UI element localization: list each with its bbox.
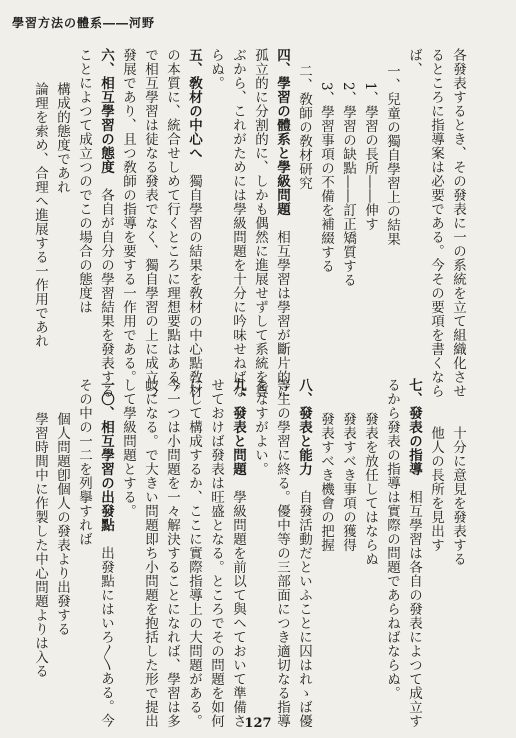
text-line: ば、: [406, 48, 422, 76]
text-line: その中の一二を列擧すれば: [76, 378, 92, 546]
text-line: 發展であり、且つ敎師の指導を要する一作用である。: [120, 48, 136, 384]
text-line: して學級問題とする。: [120, 378, 136, 518]
text-line: 2、學習の缺點――訂正矯質する: [340, 82, 356, 288]
section-heading: 七、發表の指導: [406, 378, 422, 476]
text-line: 他人の長所を見出す: [428, 426, 444, 552]
text-line: ことによつて成立つのでこの場合の態度は: [76, 48, 92, 314]
text-line: 二、敎師の敎材研究: [296, 64, 312, 190]
text-line: 發表すべき機會の把握: [318, 412, 334, 552]
text-line: 四、學習の體系と學級問題 相互學習は學習が斷片的に: [274, 48, 290, 398]
text-line: るから發表の指導は實際の問題であらねばならぬ。: [384, 378, 400, 700]
text-line: るところに指導案は必要である。今その要項を書くなら: [428, 48, 444, 398]
section-heading: 六、相互學習の態度: [98, 48, 114, 174]
text-line: 發表を放任してはならぬ: [362, 412, 378, 566]
text-line: せておけば發表は旺盛となる。ところでその問題を如何: [208, 378, 224, 728]
text-line: 六、相互學習の態度 各自が自分の學習結果を發表する: [98, 48, 114, 398]
text-line: 學習時間中に作製した中心問題よりは入る: [32, 412, 48, 678]
page-number: 127: [244, 716, 272, 731]
section-heading: 一〇、相互學習の出發點: [98, 378, 114, 532]
text-line: 構成的態度であれ: [54, 82, 70, 194]
section-heading: 五、敎材の中心へ: [186, 48, 202, 160]
text-line: 今一つは小問題を一々解決することになれば、學習は多: [164, 378, 180, 728]
text-line: ぶから、これがためには學級問題を十分に吟味せねばな: [230, 48, 246, 398]
text-line: 孤立的に分割的に、しかも偶然に進展せずして系統を尊: [252, 48, 268, 398]
section-heading: 八、發表と能力: [296, 378, 312, 476]
text-line: 3、學習事項の不備を補綴する: [318, 82, 334, 274]
text-line: 各發表するとき、その發表に一の系統を立て組織化させ: [450, 48, 466, 398]
section-heading: 四、學習の體系と學級問題: [274, 48, 290, 216]
text-line: 個人問題卽個人の發表より出發する: [54, 412, 70, 636]
text-line: 等生の學習に終る。優中等の三部面につき適切なる指導: [274, 378, 290, 728]
text-line: 九、發表と問題 學級問題を前以て與へておいて準備さ: [230, 378, 246, 728]
running-header: 學習方法の體系――河野: [12, 16, 156, 30]
text-line: をなすがよい。: [252, 378, 268, 476]
text-line: 八、發表と能力 自發活動だといふことに囚はれゝば優: [296, 378, 312, 728]
text-line: 發表すべき事項の獲得: [340, 412, 356, 552]
text-line: 一〇、相互學習の出發點 出發點にはいろ〳〵ある。今: [98, 378, 114, 728]
text-line: 七、發表の指導 相互學習は各自の發表によつて成立す: [406, 378, 422, 728]
section-heading: 九、發表と問題: [230, 378, 246, 476]
text-line: 十分に意見を發表する: [450, 426, 466, 566]
text-line: で相互學習は徒なる發表でなく、獨自學習の上に成立つ: [142, 48, 158, 398]
text-line: 岐になる。で大きい問題即ち小問題を抱括した形で提出: [142, 378, 158, 728]
top-text-block: [32, 48, 476, 398]
text-line: 論理を索め、合理へ進展する一作用であれ: [32, 82, 48, 348]
text-line: にして構成するか、ここに實際指導上の大問題がある。: [186, 378, 202, 728]
text-line: 1、學習の長所――伸す: [362, 82, 378, 232]
text-line: らぬ。: [208, 48, 224, 90]
text-line: 一、兒童の獨自學習上の結果: [384, 64, 400, 246]
text-line: の本質に、統合せしめて行くところに理想要點はある。: [164, 48, 180, 398]
text-line: 五、敎材の中心へ 獨自學習の結果を敎材の中心點敎材: [186, 48, 202, 398]
